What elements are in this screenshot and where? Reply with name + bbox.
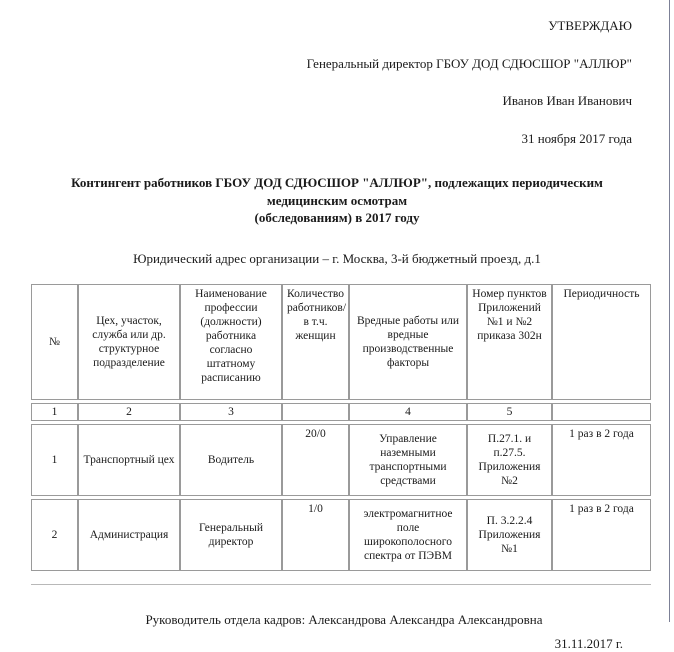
footer-date: 31.11.2017 г. xyxy=(554,635,623,651)
page-title-line-1: Контингент работников ГБОУ ДОД СДЮСШОР "АЛЛЮР", подлежащих периодическим xyxy=(71,175,603,191)
approval-director-title: Генеральный директор ГБОУ ДОД СДЮСШОР "АЛЛЮР" xyxy=(306,55,632,71)
below-table-divider xyxy=(31,584,651,585)
column-header-number: № xyxy=(31,284,78,400)
approval-director-name: Иванов Иван Иванович xyxy=(502,93,632,109)
row-clauses: П.27.1. и п.27.5. Приложения №2 xyxy=(467,424,552,496)
column-header-profession: Наименование профессии (должности) работника согласно штатному расписанию xyxy=(180,284,282,400)
page-title-line-2: медицинским осмотрам xyxy=(266,192,408,208)
row-frequency: 1 раз в 2 года xyxy=(552,499,651,571)
table-row xyxy=(31,424,651,496)
approval-block xyxy=(0,0,674,146)
page-edge-rule xyxy=(669,0,670,622)
approval-heading: УТВЕРЖДАЮ xyxy=(548,18,632,33)
contingent-table xyxy=(31,281,651,574)
row-count: 20/0 xyxy=(282,424,349,496)
numbering-cell-3: 3 xyxy=(180,403,282,421)
row-hazards: Управление наземными транспортными средствами xyxy=(349,424,467,496)
row-count: 1/0 xyxy=(282,499,349,571)
footer-block xyxy=(31,612,651,652)
numbering-cell-2: 2 xyxy=(78,403,180,421)
table-numbering-row xyxy=(31,403,651,421)
column-header-frequency: Периодичность xyxy=(552,284,651,400)
row-profession: Водитель xyxy=(180,424,282,496)
approval-date: 31 ноября 2017 года xyxy=(521,130,632,146)
row-frequency: 1 раз в 2 года xyxy=(552,424,651,496)
column-header-hazards: Вредные работы или вредные производственные факторы xyxy=(349,284,467,400)
numbering-cell-7 xyxy=(552,403,651,421)
legal-address: Юридический адрес организации – г. Москва, 3-й бюджетный проезд, д.1 xyxy=(133,251,541,267)
numbering-cell-4 xyxy=(282,403,349,421)
row-department: Транспортный цех xyxy=(78,424,180,496)
numbering-cell-1: 1 xyxy=(31,403,78,421)
row-profession: Генеральный директор xyxy=(180,499,282,571)
row-number: 2 xyxy=(31,499,78,571)
page-title xyxy=(0,174,674,227)
column-header-department: Цех, участок, служба или др. структурное подразделение xyxy=(78,284,180,400)
table-row xyxy=(31,499,651,571)
column-header-count: Количество работников/ в т.ч. женщин xyxy=(282,284,349,400)
contingent-table-wrapper xyxy=(0,281,674,652)
row-number: 1 xyxy=(31,424,78,496)
row-department: Администрация xyxy=(78,499,180,571)
page-title-line-3: (обследованиям) в 2017 году xyxy=(254,210,420,226)
row-hazards: электромагнитное поле широкополосного спектра от ПЭВМ xyxy=(349,499,467,571)
numbering-cell-6: 5 xyxy=(467,403,552,421)
footer-signer: Руководитель отдела кадров: Александрова Александра Александровна xyxy=(145,611,543,627)
table-header-row xyxy=(31,284,651,400)
row-clauses: П. 3.2.2.4 Приложения №1 xyxy=(467,499,552,571)
numbering-cell-5: 4 xyxy=(349,403,467,421)
column-header-clauses: Номер пунктов Приложений №1 и №2 приказа 302н xyxy=(467,284,552,400)
